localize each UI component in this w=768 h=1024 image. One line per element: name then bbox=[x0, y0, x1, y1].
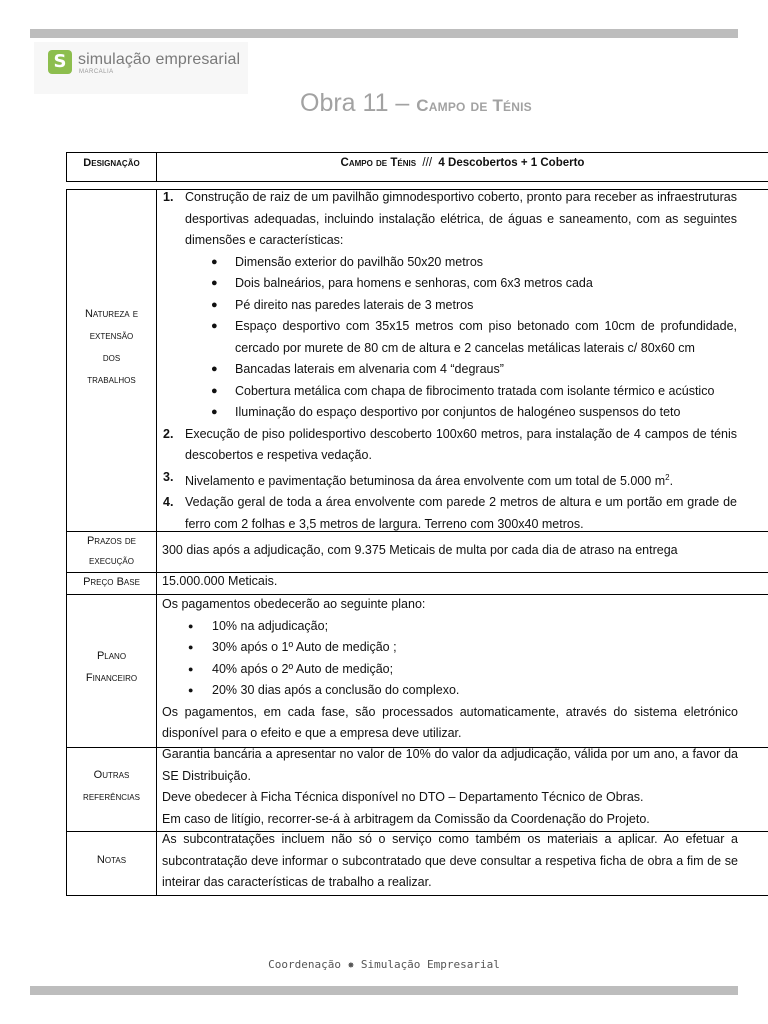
footer-left: Coordenação bbox=[268, 958, 341, 971]
list-item: ● 30% após o 1º Auto de medição ; bbox=[188, 640, 397, 654]
preco-label: Preço Base bbox=[83, 576, 140, 588]
page-title bbox=[300, 89, 532, 118]
list-item: ● Dois balneários, para homens e senhoras, com 6x3 metros cada bbox=[211, 276, 593, 290]
list-item: ● 20% 30 dias após a conclusão do complexo. bbox=[188, 683, 460, 697]
list-item: ● 40% após o 2º Auto de medição; bbox=[188, 661, 394, 676]
title-dash: – bbox=[388, 89, 417, 117]
list-item: ● Dimensão exterior do pavilhão 50x20 metros bbox=[211, 254, 484, 269]
footer bbox=[0, 958, 768, 971]
natureza-label: Natureza e extensão dos trabalhos bbox=[84, 308, 139, 386]
designation-header bbox=[66, 152, 768, 182]
list-item: ● Cobertura metálica com chapa de fibrocimento tratada com isolante térmico e acústico bbox=[211, 383, 715, 398]
designation-value-main: Campo de Ténis bbox=[340, 157, 417, 169]
preco-content: 15.000.000 Meticais. bbox=[162, 574, 278, 588]
logo-subtitle: MARCALIA bbox=[79, 69, 114, 75]
bottom-divider-bar bbox=[30, 986, 738, 995]
list-item: ● Iluminação do espaço desportivo por conjuntos de halogéneo suspensos do teto bbox=[211, 405, 681, 419]
footer-right: Simulação Empresarial bbox=[360, 958, 500, 971]
top-divider-bar bbox=[30, 29, 738, 38]
specs-table bbox=[66, 189, 768, 896]
designation-value-rest: 4 Descobertos + 1 Coberto bbox=[438, 157, 585, 169]
logo bbox=[34, 42, 248, 94]
column-divider bbox=[156, 190, 157, 895]
list-item: ● 10% na adjudicação; bbox=[188, 618, 329, 633]
footer-mark-icon: ✸ bbox=[347, 958, 355, 971]
designation-value bbox=[157, 153, 768, 181]
designation-sep: /// bbox=[416, 157, 439, 169]
prazos-content: 300 dias após a adjudicação, com 9.375 Meticais de multa por cada dia de atraso na entrega bbox=[162, 543, 678, 557]
logo-name: simulação empresarial bbox=[78, 51, 241, 68]
designation-label: Designação bbox=[67, 153, 157, 181]
notas-label: Notas bbox=[96, 854, 127, 866]
row-divider bbox=[67, 531, 768, 532]
outras-label: Outras referências bbox=[83, 769, 140, 803]
list-item: 1. Construção de raiz de um pavilhão gimnodesportivo coberto, pronto para receber as infraestruturas desportivas adequadas, incluindo instalação elétrica, de águas e saneamento, com as seguintes dimensões e características: ● Dimensão exterior do pavilhão 50x20 metros ● Dois balneários, para homens e senhoras, com 6x3 metros cada ● Pé direito nas paredes laterais de 3 metros ● Espaço desportivo com 35x15 metros com piso betonado com 10cm de profundidade, cercado por murete de 80 cm de altura e 2 cancelas metálicas laterais c/ 80x60 cm ● Bancadas laterais em alvenaria com 4 “degraus” ● Cobertura metálica com chapa de fibrocimento tratada com isolante térmico e acústico ● Iluminação do espaço desportivo por conjuntos de halogéneo suspensos do teto bbox=[161, 187, 737, 424]
list-item: ● Pé direito nas paredes laterais de 3 metros bbox=[211, 297, 474, 312]
list-item: ● Bancadas laterais em alvenaria com 4 “degraus” bbox=[211, 362, 504, 376]
list-item: ● Espaço desportivo com 35x15 metros com piso betonado com 10cm de profundidade, cercado por murete de 80 cm de altura e 2 cancelas metálicas laterais c/ 80x60 cm bbox=[211, 319, 737, 355]
list-item: 3. Nivelamento e pavimentação betuminosa da área envolvente com um total de 5.000 $m^2$. bbox=[163, 469, 674, 488]
plano-label: Plano Financeiro bbox=[85, 650, 138, 684]
natureza-content bbox=[161, 187, 737, 535]
prazos-label: Prazos de execução bbox=[86, 535, 137, 567]
list-item: 4. Vedação geral de toda a área envolvente com parede 2 metros de altura e um portão em grade de ferro com 2 folhas e 3,5 metros de largura. Terreno com 300x40 metros. bbox=[163, 495, 737, 531]
logo-icon: S bbox=[48, 50, 72, 74]
list-item: 2. Execução de piso polidesportivo descoberto 100x60 metros, para instalação de 4 campos de ténis descobertos e respetiva vedação. bbox=[163, 426, 737, 462]
outras-content: Garantia bancária a apresentar no valor de 10% do valor da adjudicação, válida por um ano, a favor da SE Distribuição. Deve obedecer à Ficha Técnica disponível no DTO – Departamento Técnico de Obras. Em caso de litígio, recorrer-se-á à arbitragem da Comissão da Coordenação do Projeto. bbox=[162, 747, 738, 826]
plano-content: Os pagamentos obedecerão ao seguinte plano: ● 10% na adjudicação; ● 30% após o 1º Auto de medição ; ● 40% após o 2º Auto de medição; ● 20% 30 dias após a conclusão do complexo. Os pagamentos, em cada fase, são processados automaticamente, através do sistema eletrónico disponível para o efeito e que a empresa deve utilizar. bbox=[162, 597, 738, 740]
title-subject: Campo de Ténis bbox=[416, 96, 532, 115]
notas-content: As subcontratações incluem não só o serviço como também os materiais a aplicar. Ao efetuar a subcontratação deve informar o subcontratado que deve consultar a respetiva ficha de obra a fim de se inteirar das características de trabalho a realizar. bbox=[162, 832, 738, 889]
title-obra: Obra 11 bbox=[300, 89, 389, 117]
